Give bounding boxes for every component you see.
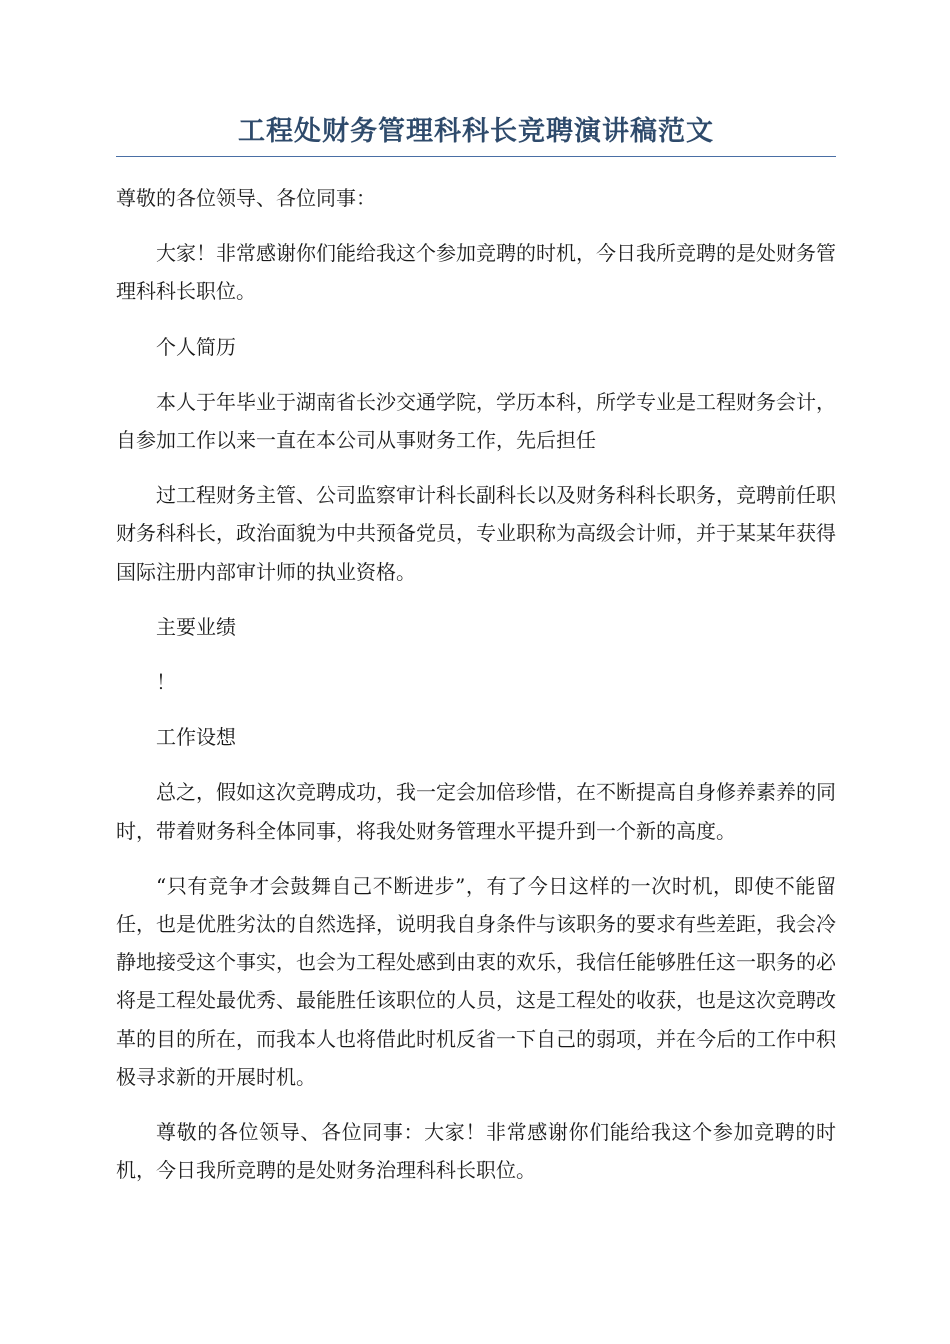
paragraph-achievements: ！ — [156, 670, 176, 695]
section-heading-plans: 工作设想 — [156, 725, 236, 750]
document-body — [116, 179, 836, 1189]
salutation: 尊敬的各位领导、各位同事： — [116, 186, 376, 210]
document-title: 工程处财务管理科科长竞聘演讲稿范文 — [238, 116, 714, 147]
document-page — [116, 110, 836, 1206]
paragraph-resume-2: 过工程财务主管、公司监察审计科长副科长以及财务科科长职务，竞聘前任职财务科科长，政治面貌为中共预备党员，专业职称为高级会计师，并于某某年获得国际注册内部审计师的执业资格。 — [116, 483, 836, 584]
section-heading-resume: 个人简历 — [156, 334, 236, 359]
paragraph-closing: 尊敬的各位领导、各位同事：大家！非常感谢你们能给我这个参加竞聘的时机，今日我所竞聘的是处财务治理科科长职位。 — [116, 1120, 836, 1183]
paragraph-competition: “只有竞争才会鼓舞自己不断进步”，有了今日这样的一次时机，即使不能留任，也是优胜劣汰的自然选择，说明我自身条件与该职务的要求有些差距，我会冷静地接受这个事实，也会为工程处感到由衷的欢乐，我信任能够胜任这一职务的必将是工程处最优秀、最能胜任该职位的人员，这是工程处的收获，也是这次竞聘改革的目的所在，而我本人也将借此时机反省一下自己的弱项，并在今后的工作中积极寻求新的开展时机。 — [116, 873, 836, 1089]
title-underline — [116, 156, 836, 157]
section-heading-achievements: 主要业绩 — [156, 614, 236, 639]
paragraph-conclusion: 总之，假如这次竞聘成功，我一定会加倍珍惜，在不断提高自身修养素养的同时，带着财务科全体同事，将我处财务管理水平提升到一个新的高度。 — [116, 780, 836, 843]
paragraph-resume-1: 本人于年毕业于湖南省长沙交通学院，学历本科，所学专业是工程财务会计，自参加工作以来一直在本公司从事财务工作，先后担任 — [116, 389, 836, 453]
paragraph-opening: 大家！非常感谢你们能给我这个参加竞聘的时机，今日我所竞聘的是处财务管理科科长职位。 — [116, 241, 836, 304]
